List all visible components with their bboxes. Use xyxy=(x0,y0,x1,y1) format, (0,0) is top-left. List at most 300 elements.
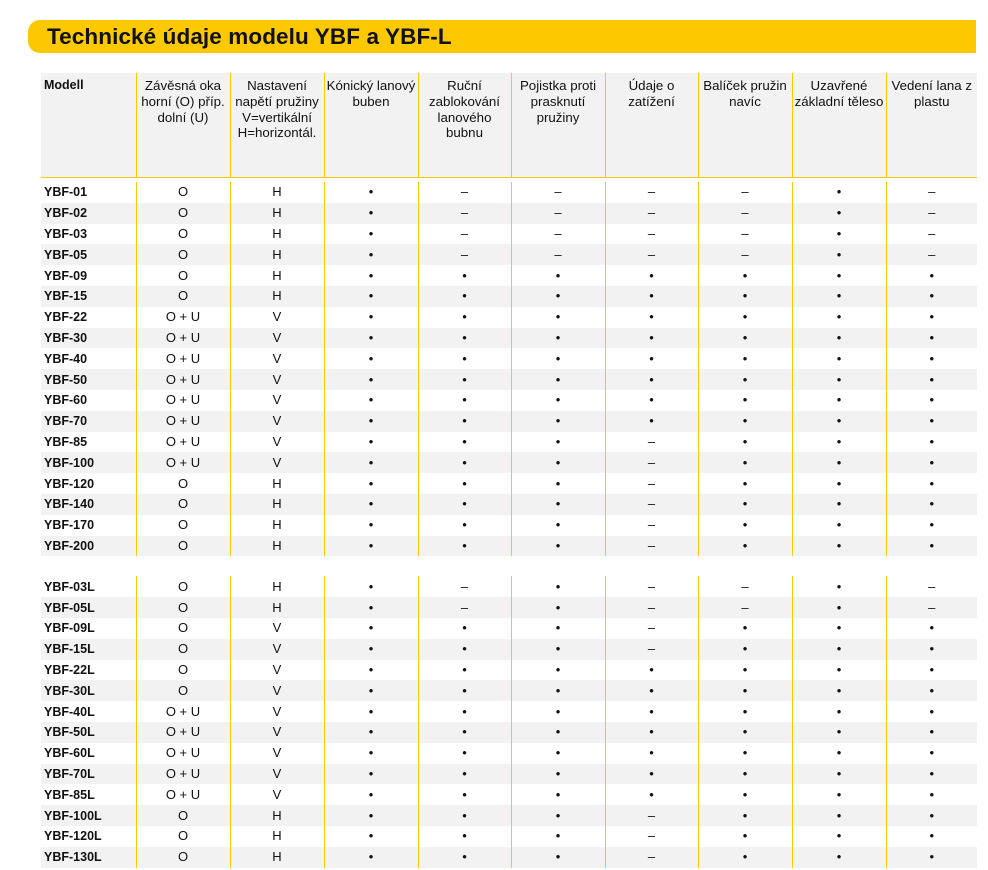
table-cell: O + U xyxy=(136,784,230,805)
table-cell: O xyxy=(136,847,230,868)
table-cell: • xyxy=(886,369,977,390)
table-cell: • xyxy=(605,411,698,432)
table-cell: • xyxy=(792,764,886,785)
page-title: Technické údaje modelu YBF a YBF-L xyxy=(47,24,452,49)
table-cell: • xyxy=(418,743,511,764)
spec-table xyxy=(41,73,977,868)
table-cell: V xyxy=(230,432,324,453)
table-cell: • xyxy=(886,494,977,515)
table-cell: – xyxy=(886,244,977,265)
table-cell: • xyxy=(324,701,418,722)
table-cell: • xyxy=(605,390,698,411)
table-cell: • xyxy=(418,411,511,432)
table-row xyxy=(41,826,977,847)
table-cell: • xyxy=(698,701,792,722)
table-cell: • xyxy=(418,805,511,826)
table-cell: • xyxy=(698,743,792,764)
table-row xyxy=(41,348,977,369)
table-cell: • xyxy=(886,784,977,805)
table-cell: • xyxy=(324,784,418,805)
table-cell: O xyxy=(136,265,230,286)
table-cell: • xyxy=(605,764,698,785)
table-cell: • xyxy=(792,328,886,349)
table-cell: • xyxy=(418,515,511,536)
table-cell: • xyxy=(511,452,605,473)
table-cell: O + U xyxy=(136,348,230,369)
table-row xyxy=(41,639,977,660)
table-cell: • xyxy=(418,348,511,369)
column-header: Uzavřené základní těleso xyxy=(792,73,886,178)
table-cell: O xyxy=(136,680,230,701)
table-cell: O xyxy=(136,660,230,681)
table-cell: • xyxy=(511,473,605,494)
table-cell: V xyxy=(230,390,324,411)
table-cell: • xyxy=(886,722,977,743)
table-cell: • xyxy=(324,432,418,453)
table-cell: • xyxy=(792,432,886,453)
table-cell: • xyxy=(418,618,511,639)
table-cell: • xyxy=(511,411,605,432)
table-cell: • xyxy=(605,286,698,307)
table-cell: • xyxy=(792,784,886,805)
table-cell: O + U xyxy=(136,369,230,390)
table-cell: – xyxy=(698,576,792,597)
table-cell: • xyxy=(324,805,418,826)
table-cell: – xyxy=(886,597,977,618)
table-cell: • xyxy=(511,307,605,328)
table-cell: • xyxy=(792,307,886,328)
table-cell: • xyxy=(792,473,886,494)
table-cell: • xyxy=(418,473,511,494)
table-cell: – xyxy=(698,244,792,265)
table-cell: • xyxy=(511,805,605,826)
table-cell: H xyxy=(230,847,324,868)
table-cell: V xyxy=(230,411,324,432)
table-row xyxy=(41,618,977,639)
table-cell: V xyxy=(230,680,324,701)
model-cell: YBF-09 xyxy=(41,265,136,286)
table-cell: O xyxy=(136,286,230,307)
table-cell: • xyxy=(698,515,792,536)
table-cell: – xyxy=(605,494,698,515)
table-cell: – xyxy=(605,805,698,826)
table-cell: • xyxy=(418,784,511,805)
table-cell: • xyxy=(698,764,792,785)
table-cell: • xyxy=(418,764,511,785)
table-cell: • xyxy=(511,348,605,369)
table-cell: V xyxy=(230,743,324,764)
table-cell: – xyxy=(886,182,977,203)
table-cell: V xyxy=(230,722,324,743)
table-cell: • xyxy=(698,680,792,701)
model-cell: YBF-40 xyxy=(41,348,136,369)
table-cell: – xyxy=(605,536,698,557)
table-cell: O + U xyxy=(136,701,230,722)
table-cell: • xyxy=(418,307,511,328)
table-cell: – xyxy=(418,244,511,265)
table-cell: • xyxy=(511,286,605,307)
table-cell: – xyxy=(511,224,605,245)
table-cell: • xyxy=(698,826,792,847)
table-cell: • xyxy=(418,722,511,743)
table-cell: • xyxy=(418,847,511,868)
table-row xyxy=(41,286,977,307)
model-cell: YBF-50L xyxy=(41,722,136,743)
table-cell: H xyxy=(230,286,324,307)
table-cell: • xyxy=(324,224,418,245)
table-cell: • xyxy=(511,680,605,701)
table-cell: • xyxy=(324,680,418,701)
table-cell: • xyxy=(324,536,418,557)
table-cell: • xyxy=(698,452,792,473)
table-cell: • xyxy=(698,618,792,639)
table-cell: V xyxy=(230,660,324,681)
title-banner xyxy=(28,20,976,53)
table-cell: • xyxy=(324,494,418,515)
table-cell: H xyxy=(230,515,324,536)
table-cell: • xyxy=(886,743,977,764)
table-cell: V xyxy=(230,369,324,390)
table-cell: H xyxy=(230,265,324,286)
table-cell: – xyxy=(886,203,977,224)
table-cell: – xyxy=(605,432,698,453)
table-header xyxy=(41,73,977,178)
table-cell: O + U xyxy=(136,411,230,432)
table-cell: • xyxy=(511,328,605,349)
table-cell: • xyxy=(698,432,792,453)
table-cell: • xyxy=(511,390,605,411)
table-cell: • xyxy=(792,515,886,536)
table-cell: • xyxy=(792,743,886,764)
table-cell: – xyxy=(605,182,698,203)
table-row xyxy=(41,722,977,743)
table-cell: • xyxy=(792,494,886,515)
table-cell: • xyxy=(886,390,977,411)
table-cell: V xyxy=(230,618,324,639)
table-cell: • xyxy=(511,722,605,743)
table-cell: O xyxy=(136,203,230,224)
table-cell: • xyxy=(698,639,792,660)
table-cell: • xyxy=(511,826,605,847)
table-cell: • xyxy=(511,576,605,597)
table-cell: – xyxy=(698,224,792,245)
table-row xyxy=(41,847,977,868)
table-cell: • xyxy=(605,743,698,764)
table-cell: • xyxy=(511,660,605,681)
table-cell: • xyxy=(792,182,886,203)
table-cell: • xyxy=(886,536,977,557)
table-cell: • xyxy=(792,847,886,868)
table-cell: • xyxy=(324,826,418,847)
table-cell: • xyxy=(605,348,698,369)
column-header: Nastavení napětí pružiny V=vertikální H=horizontál. xyxy=(230,73,324,178)
table-cell: • xyxy=(886,432,977,453)
table-cell: H xyxy=(230,224,324,245)
table-cell: • xyxy=(511,847,605,868)
table-cell: • xyxy=(418,369,511,390)
table-cell: O + U xyxy=(136,722,230,743)
table-cell: • xyxy=(698,286,792,307)
table-cell: • xyxy=(324,244,418,265)
model-cell: YBF-120L xyxy=(41,826,136,847)
table-row xyxy=(41,784,977,805)
table-cell: • xyxy=(886,307,977,328)
table-cell: • xyxy=(324,286,418,307)
table-cell: – xyxy=(511,244,605,265)
table-cell: V xyxy=(230,348,324,369)
table-cell: – xyxy=(418,203,511,224)
table-cell: • xyxy=(886,660,977,681)
table-cell: • xyxy=(792,722,886,743)
table-cell: • xyxy=(698,473,792,494)
table-cell: O + U xyxy=(136,764,230,785)
table-cell: • xyxy=(418,432,511,453)
table-cell: • xyxy=(418,639,511,660)
table-cell: • xyxy=(324,182,418,203)
table-cell: O + U xyxy=(136,328,230,349)
model-cell: YBF-30 xyxy=(41,328,136,349)
table-cell: – xyxy=(605,224,698,245)
table-cell: – xyxy=(418,182,511,203)
table-cell: H xyxy=(230,244,324,265)
table-cell: V xyxy=(230,639,324,660)
table-cell: • xyxy=(792,348,886,369)
table-cell: O + U xyxy=(136,307,230,328)
table-row xyxy=(41,494,977,515)
table-cell: O xyxy=(136,224,230,245)
column-header: Vedení lana z plastu xyxy=(886,73,977,178)
table-cell: • xyxy=(792,618,886,639)
table-cell: • xyxy=(605,722,698,743)
table-cell: H xyxy=(230,826,324,847)
table-row xyxy=(41,390,977,411)
table-cell: • xyxy=(698,847,792,868)
table-cell: • xyxy=(324,722,418,743)
table-cell: – xyxy=(605,515,698,536)
table-cell: • xyxy=(605,265,698,286)
table-cell: • xyxy=(324,576,418,597)
table-cell: – xyxy=(418,224,511,245)
table-cell: • xyxy=(792,411,886,432)
model-cell: YBF-02 xyxy=(41,203,136,224)
table-cell: O xyxy=(136,182,230,203)
table-cell: • xyxy=(418,680,511,701)
column-header-model: Modell xyxy=(41,73,136,178)
table-cell: O + U xyxy=(136,432,230,453)
table-cell: • xyxy=(418,328,511,349)
table-cell: • xyxy=(792,286,886,307)
table-cell: • xyxy=(886,286,977,307)
table-cell: • xyxy=(886,847,977,868)
table-cell: • xyxy=(418,390,511,411)
table-cell: • xyxy=(418,660,511,681)
table-cell: • xyxy=(324,307,418,328)
model-cell: YBF-70L xyxy=(41,764,136,785)
table-cell: • xyxy=(792,244,886,265)
table-cell: • xyxy=(698,369,792,390)
table-cell: • xyxy=(886,411,977,432)
table-cell: • xyxy=(792,597,886,618)
table-cell: • xyxy=(886,265,977,286)
table-cell: • xyxy=(511,618,605,639)
model-cell: YBF-05L xyxy=(41,597,136,618)
table-cell: – xyxy=(605,576,698,597)
column-header: Závěsná oka horní (O) příp. dolní (U) xyxy=(136,73,230,178)
model-cell: YBF-140 xyxy=(41,494,136,515)
table-cell: V xyxy=(230,452,324,473)
table-cell: • xyxy=(792,203,886,224)
table-row xyxy=(41,307,977,328)
table-cell: • xyxy=(698,536,792,557)
table-cell: • xyxy=(698,348,792,369)
table-cell: • xyxy=(886,618,977,639)
table-cell: • xyxy=(324,328,418,349)
table-row xyxy=(41,265,977,286)
table-cell: • xyxy=(792,805,886,826)
table-cell: • xyxy=(511,597,605,618)
column-header: Kónický lanový buben xyxy=(324,73,418,178)
table-cell: • xyxy=(792,576,886,597)
table-cell: • xyxy=(324,597,418,618)
table-cell: – xyxy=(605,244,698,265)
table-cell: • xyxy=(886,701,977,722)
table-cell: • xyxy=(605,660,698,681)
table-cell: • xyxy=(886,639,977,660)
table-cell: H xyxy=(230,494,324,515)
table-cell: • xyxy=(418,701,511,722)
table-cell: • xyxy=(792,826,886,847)
table-row xyxy=(41,452,977,473)
model-cell: YBF-120 xyxy=(41,473,136,494)
table-cell: O xyxy=(136,639,230,660)
model-cell: YBF-50 xyxy=(41,369,136,390)
table-cell: – xyxy=(511,182,605,203)
table-cell: V xyxy=(230,784,324,805)
table-cell: • xyxy=(792,452,886,473)
table-cell: • xyxy=(698,390,792,411)
table-cell: • xyxy=(324,515,418,536)
model-cell: YBF-22 xyxy=(41,307,136,328)
table-cell: • xyxy=(511,701,605,722)
table-cell: • xyxy=(324,452,418,473)
table-cell: • xyxy=(698,494,792,515)
table-cell: – xyxy=(698,203,792,224)
model-cell: YBF-130L xyxy=(41,847,136,868)
table-row xyxy=(41,743,977,764)
table-cell: O xyxy=(136,618,230,639)
table-row xyxy=(41,244,977,265)
table-row xyxy=(41,701,977,722)
column-header: Údaje o zatížení xyxy=(605,73,698,178)
table-cell: • xyxy=(324,348,418,369)
table-cell: • xyxy=(324,369,418,390)
table-cell: • xyxy=(698,328,792,349)
table-cell: – xyxy=(418,597,511,618)
table-cell: – xyxy=(605,639,698,660)
table-cell: V xyxy=(230,701,324,722)
table-cell: • xyxy=(511,369,605,390)
model-cell: YBF-85 xyxy=(41,432,136,453)
table-body xyxy=(41,178,977,868)
table-cell: – xyxy=(605,826,698,847)
table-cell: O xyxy=(136,494,230,515)
table-cell: • xyxy=(605,369,698,390)
table-cell: • xyxy=(324,660,418,681)
table-cell: • xyxy=(886,348,977,369)
table-cell: • xyxy=(511,536,605,557)
table-cell: – xyxy=(418,576,511,597)
table-cell: • xyxy=(605,307,698,328)
table-cell: • xyxy=(324,203,418,224)
table-cell: V xyxy=(230,328,324,349)
table-cell: • xyxy=(324,639,418,660)
model-cell: YBF-100 xyxy=(41,452,136,473)
table-cell: • xyxy=(886,764,977,785)
table-row xyxy=(41,660,977,681)
table-cell: H xyxy=(230,182,324,203)
table-cell: • xyxy=(324,390,418,411)
model-cell: YBF-170 xyxy=(41,515,136,536)
table-row xyxy=(41,576,977,597)
table-cell: • xyxy=(886,473,977,494)
table-cell: H xyxy=(230,805,324,826)
table-cell: • xyxy=(886,805,977,826)
table-cell: • xyxy=(792,390,886,411)
table-cell: O xyxy=(136,515,230,536)
table-cell: • xyxy=(698,307,792,328)
table-cell: H xyxy=(230,597,324,618)
model-cell: YBF-70 xyxy=(41,411,136,432)
table-row xyxy=(41,411,977,432)
table-cell: • xyxy=(792,369,886,390)
table-cell: • xyxy=(605,784,698,805)
table-cell: • xyxy=(418,826,511,847)
table-row xyxy=(41,203,977,224)
model-cell: YBF-40L xyxy=(41,701,136,722)
table-cell: • xyxy=(418,286,511,307)
model-cell: YBF-03 xyxy=(41,224,136,245)
model-cell: YBF-100L xyxy=(41,805,136,826)
table-cell: – xyxy=(886,576,977,597)
table-row xyxy=(41,680,977,701)
model-cell: YBF-200 xyxy=(41,536,136,557)
table-cell: • xyxy=(886,515,977,536)
table-cell: H xyxy=(230,473,324,494)
table-cell: • xyxy=(511,494,605,515)
table-cell: • xyxy=(418,452,511,473)
table-cell: • xyxy=(418,265,511,286)
table-cell: • xyxy=(605,680,698,701)
table-cell: O xyxy=(136,826,230,847)
table-cell: O + U xyxy=(136,743,230,764)
table-cell: • xyxy=(511,784,605,805)
table-cell: • xyxy=(698,660,792,681)
table-cell: – xyxy=(605,452,698,473)
table-row xyxy=(41,182,977,203)
table-row xyxy=(41,764,977,785)
table-row xyxy=(41,536,977,557)
table-cell: • xyxy=(792,660,886,681)
table-cell: • xyxy=(792,224,886,245)
table-cell: • xyxy=(511,265,605,286)
table-cell: • xyxy=(698,784,792,805)
model-cell: YBF-15L xyxy=(41,639,136,660)
table-row xyxy=(41,369,977,390)
table-cell: – xyxy=(886,224,977,245)
table-cell: • xyxy=(511,515,605,536)
model-cell: YBF-01 xyxy=(41,182,136,203)
table-cell: • xyxy=(511,432,605,453)
